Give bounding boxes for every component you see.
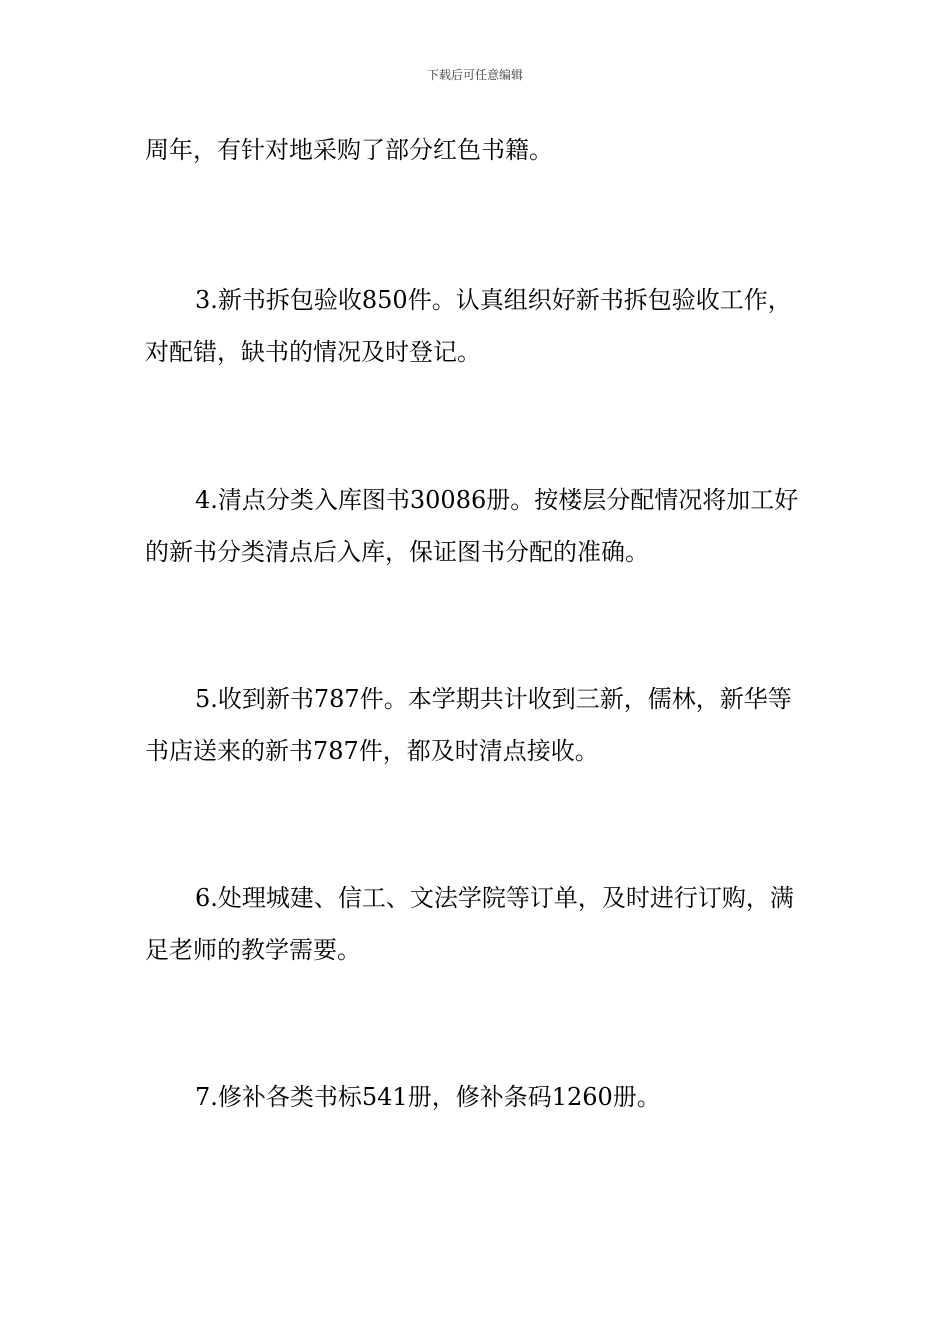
- paragraph-item-6: 6.处理城建、信工、文法学院等订单，及时进行订购，满足老师的教学需要。: [145, 884, 794, 964]
- paragraph-item-4: 4.清点分类入库图书30086册。按楼层分配情况将加工好的新书分类清点后入库，保证图书分配的准确。: [145, 486, 799, 566]
- paragraph-continuation: 周年，有针对地采购了部分红色书籍。: [145, 136, 553, 164]
- paragraph-item-5: 5.收到新书787件。本学期共计收到三新，儒林，新华等书店送来的新书787件，都及时清点接收。: [145, 685, 792, 765]
- page-header: 下载后可任意编辑: [426, 68, 523, 82]
- paragraph-item-3: 3.新书拆包验收850件。认真组织好新书拆包验收工作，对配错，缺书的情况及时登记。: [145, 286, 792, 366]
- paragraph-item-7: 7.修补各类书标541册，修补条码1260册。: [195, 1083, 661, 1111]
